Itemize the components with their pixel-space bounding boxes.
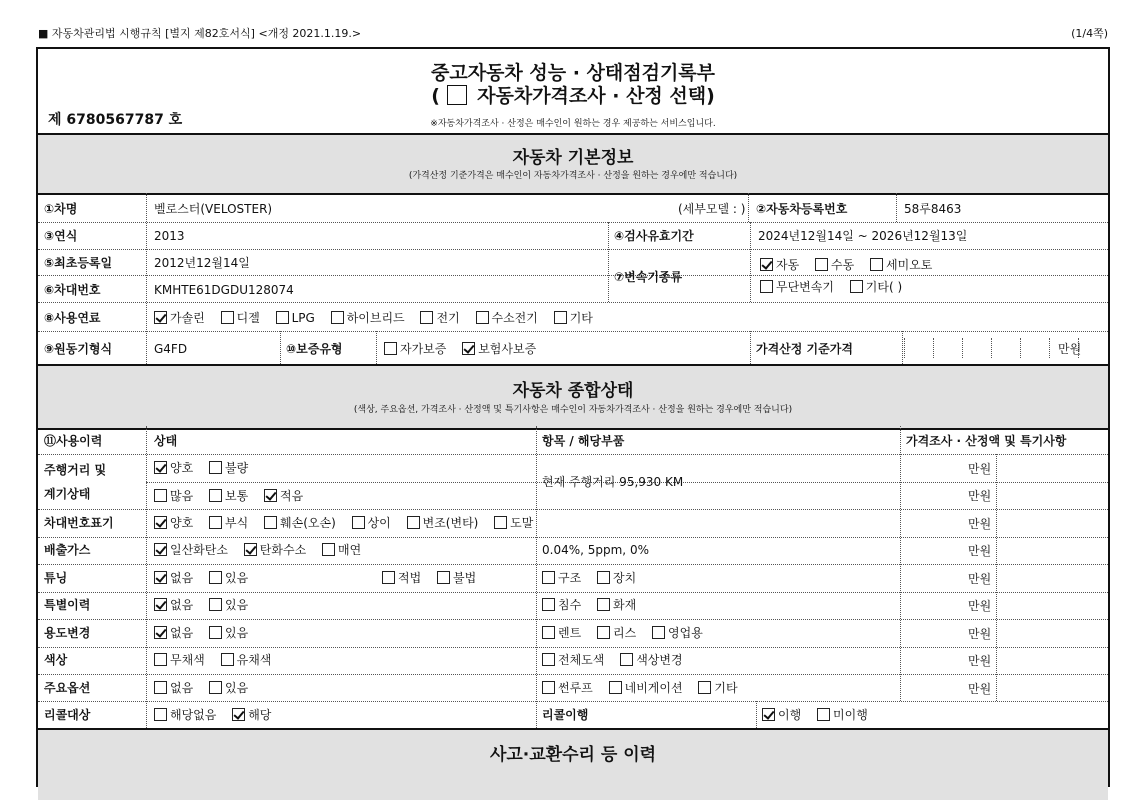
recall-not-done[interactable]: 미이행 — [817, 708, 868, 722]
title-area — [38, 49, 1108, 133]
checkbox-icon[interactable] — [554, 311, 567, 324]
price-unit: 만원 — [968, 489, 992, 503]
form-subtitle — [38, 81, 1108, 108]
option-navigation[interactable]: 네비게이션 — [609, 681, 683, 695]
price-unit: 만원 — [968, 654, 992, 668]
overall-status-note: (색상, 주요옵션, 가격조사 · 산정액 및 특기사항은 매수인이 자동차가격조사 · 산정을 원하는 경우에만 적습니다) — [353, 405, 793, 415]
option-sunroof[interactable]: 썬루프 — [542, 681, 593, 695]
mileage-low[interactable]: 적음 — [264, 489, 303, 503]
usage-options — [154, 626, 260, 640]
col-divider — [280, 331, 281, 364]
checkbox-icon[interactable] — [209, 571, 222, 584]
col-divider — [902, 331, 903, 364]
row-divider — [38, 537, 1108, 538]
col-divider — [996, 454, 997, 701]
accident-history-heading: 사고·교환수리 등 이력 — [489, 745, 657, 765]
emission-values: 0.04%, 5ppm, 0% — [542, 543, 649, 557]
color-full-paint[interactable]: 전체도색 — [542, 653, 604, 667]
warranty-insurance[interactable]: 보험사보증 — [462, 342, 536, 356]
row-divider — [38, 564, 1108, 565]
col-divider — [900, 426, 901, 701]
fuel-options — [154, 311, 605, 325]
tuning-label: 튜닝 — [44, 571, 68, 585]
tuning-structure[interactable]: 구조 — [542, 571, 581, 585]
vin-mark-altered[interactable]: 변조(변타) — [407, 516, 479, 530]
checkbox-icon[interactable] — [276, 311, 289, 324]
warranty-label: ⑩보증유형 — [286, 342, 343, 356]
checkbox-icon[interactable] — [331, 311, 344, 324]
col-divider — [608, 222, 609, 302]
color-options — [154, 653, 283, 667]
col-divider — [756, 701, 757, 728]
checkbox-icon[interactable] — [322, 543, 335, 556]
year-value: 2013 — [154, 229, 185, 243]
checkbox-icon[interactable] — [384, 342, 397, 355]
reg-no-value: 58루8463 — [904, 202, 962, 216]
checkbox-icon[interactable] — [154, 543, 167, 556]
vin-mark-different[interactable]: 상이 — [352, 516, 391, 530]
form-title: 중고자동차 성능 · 상태점검기록부 — [430, 62, 716, 84]
row-divider — [38, 302, 1108, 303]
row-divider — [38, 331, 1108, 332]
tuning-legal[interactable]: 적법 — [382, 571, 421, 585]
checkbox-icon[interactable] — [597, 598, 610, 611]
checkbox-icon[interactable] — [209, 489, 222, 502]
trans-manual[interactable]: 수동 — [815, 258, 854, 272]
current-mileage: 현재 주행거리 95,930 KM — [542, 475, 684, 489]
subtitle-open-paren: ( — [431, 85, 440, 107]
tuning-items — [542, 571, 648, 585]
special-history-label: 특별이력 — [44, 598, 91, 612]
row-divider — [38, 674, 1108, 675]
special-items — [542, 598, 648, 612]
checkbox-icon[interactable] — [154, 311, 167, 324]
checkbox-icon[interactable] — [462, 342, 475, 355]
price-unit: 만원 — [968, 572, 992, 586]
main-options — [154, 681, 260, 695]
options-none[interactable]: 없음 — [154, 681, 193, 695]
recall-options — [154, 708, 283, 722]
checkbox-icon[interactable] — [264, 489, 277, 502]
price-basis-unit: 만원 — [1058, 342, 1082, 356]
tuning-none[interactable]: 없음 — [154, 571, 193, 585]
inspection-label: ④검사유효기간 — [614, 229, 694, 243]
vin-mark-corrosion[interactable]: 부식 — [209, 516, 248, 530]
row-divider — [38, 509, 1108, 510]
checkbox-icon[interactable] — [542, 681, 555, 694]
fuel-label: ⑧사용연료 — [44, 311, 101, 325]
row-divider — [38, 647, 1108, 648]
basic-info-note: (가격산정 기준가격은 매수인이 자동차가격조사 · 산정을 원하는 경우에만 적습니다) — [408, 171, 738, 181]
gauge-bad[interactable]: 불량 — [209, 461, 248, 475]
col-divider — [750, 222, 751, 302]
gauge-good[interactable]: 양호 — [154, 461, 193, 475]
row-divider — [38, 592, 1108, 593]
checkbox-icon[interactable] — [850, 280, 863, 293]
usage-commercial[interactable]: 영업용 — [652, 626, 703, 640]
color-items — [542, 653, 695, 667]
vin-value: KMHTE61DGDU128074 — [154, 283, 294, 297]
fuel-hybrid[interactable]: 하이브리드 — [331, 311, 405, 325]
price-service-checkbox[interactable] — [447, 85, 467, 105]
price-unit: 만원 — [968, 462, 992, 476]
checkbox-icon[interactable] — [760, 258, 773, 271]
usage-none[interactable]: 없음 — [154, 626, 193, 640]
checkbox-icon[interactable] — [652, 626, 665, 639]
color-label: 색상 — [44, 653, 68, 667]
tuning-yes[interactable]: 있음 — [209, 571, 248, 585]
sub-row-divider — [900, 482, 1108, 483]
usage-items — [542, 626, 715, 640]
price-unit: 만원 — [968, 517, 992, 531]
vin-label: ⑥차대번호 — [44, 283, 101, 297]
tuning-options — [154, 571, 260, 585]
special-none[interactable]: 없음 — [154, 598, 193, 612]
checkbox-icon[interactable] — [609, 681, 622, 694]
regulation-text: ■ 자동차관리법 시행규칙 [별지 제82호서식] <개정 2021.1.19.> — [38, 27, 362, 40]
color-change[interactable]: 색상변경 — [620, 653, 682, 667]
checkbox-icon[interactable] — [542, 598, 555, 611]
record-form — [36, 47, 1110, 787]
recall-applicable[interactable]: 해당 — [232, 708, 271, 722]
checkbox-icon[interactable] — [542, 626, 555, 639]
checkbox-icon[interactable] — [597, 571, 610, 584]
engine-value: G4FD — [154, 342, 188, 356]
recall-done-label: 리콜이행 — [542, 708, 589, 722]
vin-mark-options — [154, 516, 545, 530]
checkbox-icon[interactable] — [542, 653, 555, 666]
tuning-legal-options — [382, 571, 488, 585]
reg-no-label: ②자동차등록번호 — [756, 202, 848, 216]
checkbox-icon[interactable] — [244, 543, 257, 556]
transmission-options-row1 — [760, 258, 944, 272]
fuel-gasoline[interactable]: 가솔린 — [154, 311, 205, 325]
checkbox-icon[interactable] — [209, 516, 222, 529]
special-yes[interactable]: 있음 — [209, 598, 248, 612]
checkbox-icon[interactable] — [815, 258, 828, 271]
checkbox-icon[interactable] — [870, 258, 883, 271]
checkbox-icon[interactable] — [420, 311, 433, 324]
usage-rent[interactable]: 렌트 — [542, 626, 581, 640]
special-options — [154, 598, 260, 612]
checkbox-icon[interactable] — [620, 653, 633, 666]
subtitle-text: 자동차가격조사 · 산정 선택) — [477, 85, 715, 107]
row-divider — [38, 619, 1108, 620]
checkbox-icon[interactable] — [221, 311, 234, 324]
tuning-device[interactable]: 장치 — [597, 571, 636, 585]
emission-smoke[interactable]: 매연 — [322, 543, 361, 557]
first-reg-label: ⑤최초등록일 — [44, 256, 113, 270]
col-divider — [896, 193, 897, 222]
checkbox-icon[interactable] — [597, 626, 610, 639]
page-number: (1/4쪽) — [1071, 27, 1108, 40]
checkbox-icon[interactable] — [154, 516, 167, 529]
col-divider — [750, 331, 751, 364]
car-name-label: ①차명 — [44, 202, 78, 216]
checkbox-icon[interactable] — [154, 571, 167, 584]
trans-semi-auto[interactable]: 세미오토 — [870, 258, 932, 272]
checkbox-icon[interactable] — [154, 653, 167, 666]
emission-options — [154, 543, 373, 557]
color-achromatic[interactable]: 무채색 — [154, 653, 205, 667]
recall-not-applicable[interactable]: 해당없음 — [154, 708, 216, 722]
engine-label: ⑨원동기형식 — [44, 342, 113, 356]
checkbox-icon[interactable] — [154, 598, 167, 611]
price-basis-boxes[interactable] — [904, 338, 1082, 358]
option-items — [542, 681, 750, 695]
checkbox-icon[interactable] — [698, 681, 711, 694]
price-col-header: 가격조사 · 산정액 및 특기사항 — [906, 434, 1067, 448]
fuel-other[interactable]: 기타 — [554, 311, 593, 325]
col-divider — [146, 193, 147, 364]
price-unit: 만원 — [968, 627, 992, 641]
checkbox-icon[interactable] — [209, 598, 222, 611]
checkbox-icon[interactable] — [760, 280, 773, 293]
checkbox-icon[interactable] — [437, 571, 450, 584]
checkbox-icon[interactable] — [382, 571, 395, 584]
trans-other[interactable]: 기타( ) — [850, 280, 902, 294]
col-divider — [748, 193, 749, 222]
fuel-hydrogen[interactable]: 수소전기 — [476, 311, 538, 325]
emission-hc[interactable]: 탄화수소 — [244, 543, 306, 557]
tuning-illegal[interactable]: 불법 — [437, 571, 476, 585]
checkbox-icon[interactable] — [209, 626, 222, 639]
checkbox-icon[interactable] — [476, 311, 489, 324]
emission-label: 배출가스 — [44, 543, 91, 557]
emission-co[interactable]: 일산화탄소 — [154, 543, 228, 557]
fuel-electric[interactable]: 전기 — [420, 311, 459, 325]
special-fire[interactable]: 화재 — [597, 598, 636, 612]
recall-label: 리콜대상 — [44, 708, 91, 722]
history-col-header: ⑪사용이력 — [44, 434, 103, 448]
checkbox-icon[interactable] — [817, 708, 830, 721]
checkbox-icon[interactable] — [232, 708, 245, 721]
price-unit: 만원 — [968, 599, 992, 613]
price-basis-label: 가격산정 기준가격 — [756, 342, 853, 356]
option-other[interactable]: 기타 — [698, 681, 737, 695]
checkbox-icon[interactable] — [221, 653, 234, 666]
vin-mark-damaged[interactable]: 훼손(오손) — [264, 516, 336, 530]
price-unit: 만원 — [968, 682, 992, 696]
checkbox-icon[interactable] — [542, 571, 555, 584]
col-divider — [146, 426, 147, 728]
usage-change-label: 용도변경 — [44, 626, 91, 640]
options-yes[interactable]: 있음 — [209, 681, 248, 695]
special-flood[interactable]: 침수 — [542, 598, 581, 612]
mileage-options — [154, 489, 315, 503]
inspection-value: 2024년12월14일 ~ 2026년12월13일 — [758, 229, 968, 243]
transmission-options-row2 — [760, 280, 914, 294]
mileage-label-2: 계기상태 — [44, 487, 91, 501]
warranty-options — [384, 342, 548, 356]
mileage-high[interactable]: 많음 — [154, 489, 193, 503]
recall-done[interactable]: 이행 — [762, 708, 801, 722]
row-divider — [38, 249, 1108, 250]
trans-cvt[interactable]: 무단변속기 — [760, 280, 834, 294]
fuel-lpg[interactable]: LPG — [276, 311, 315, 325]
fuel-diesel[interactable]: 디젤 — [221, 311, 260, 325]
checkbox-icon[interactable] — [154, 626, 167, 639]
price-unit: 만원 — [968, 544, 992, 558]
checkbox-icon[interactable] — [154, 461, 167, 474]
col-divider — [376, 331, 377, 364]
usage-yes[interactable]: 있음 — [209, 626, 248, 640]
col-divider — [536, 426, 537, 728]
accident-history-section — [38, 728, 1108, 800]
detail-model: (세부모델 : ) — [678, 202, 746, 216]
mileage-normal[interactable]: 보통 — [209, 489, 248, 503]
trans-auto[interactable]: 자동 — [760, 258, 799, 272]
main-options-label: 주요옵션 — [44, 681, 91, 695]
transmission-label: ⑦변속기종류 — [614, 270, 683, 284]
service-note: ※자동차가격조사 · 산정은 매수인이 원하는 경우 제공하는 서비스입니다. — [430, 119, 716, 129]
vin-mark-good[interactable]: 양호 — [154, 516, 193, 530]
checkbox-icon[interactable] — [209, 461, 222, 474]
row-divider — [38, 701, 1108, 702]
vin-mark-label: 차대번호표기 — [44, 516, 114, 530]
row-divider — [38, 222, 1108, 223]
checkbox-icon[interactable] — [264, 516, 277, 529]
row-divider — [38, 454, 1108, 455]
checkbox-icon[interactable] — [407, 516, 420, 529]
recall-done-options — [762, 708, 880, 722]
basic-info-section — [38, 133, 1108, 195]
checkbox-icon[interactable] — [209, 681, 222, 694]
overall-status-heading: 자동차 종합상태 — [512, 381, 634, 401]
usage-lease[interactable]: 리스 — [597, 626, 636, 640]
checkbox-icon[interactable] — [154, 681, 167, 694]
color-chromatic[interactable]: 유채색 — [221, 653, 272, 667]
item-col-header: 항목 / 해당부품 — [542, 434, 625, 448]
mileage-label-1: 주행거리 및 — [44, 463, 107, 477]
year-label: ③연식 — [44, 229, 78, 243]
overall-status-section — [38, 364, 1108, 430]
checkbox-icon[interactable] — [154, 489, 167, 502]
checkbox-icon[interactable] — [494, 516, 507, 529]
basic-info-heading: 자동차 기본정보 — [512, 148, 634, 168]
form-header — [38, 26, 1108, 40]
vin-mark-smeared[interactable]: 도말 — [494, 516, 533, 530]
checkbox-icon[interactable] — [762, 708, 775, 721]
checkbox-icon[interactable] — [352, 516, 365, 529]
warranty-self[interactable]: 자가보증 — [384, 342, 446, 356]
first-reg-value: 2012년12월14일 — [154, 256, 250, 270]
serial-number: 제 6780567787 호 — [48, 112, 183, 128]
row-divider — [38, 275, 1108, 276]
gauge-options — [154, 461, 260, 475]
state-col-header: 상태 — [154, 434, 178, 448]
checkbox-icon[interactable] — [154, 708, 167, 721]
car-name-value: 벨로스터(VELOSTER) — [154, 202, 273, 216]
